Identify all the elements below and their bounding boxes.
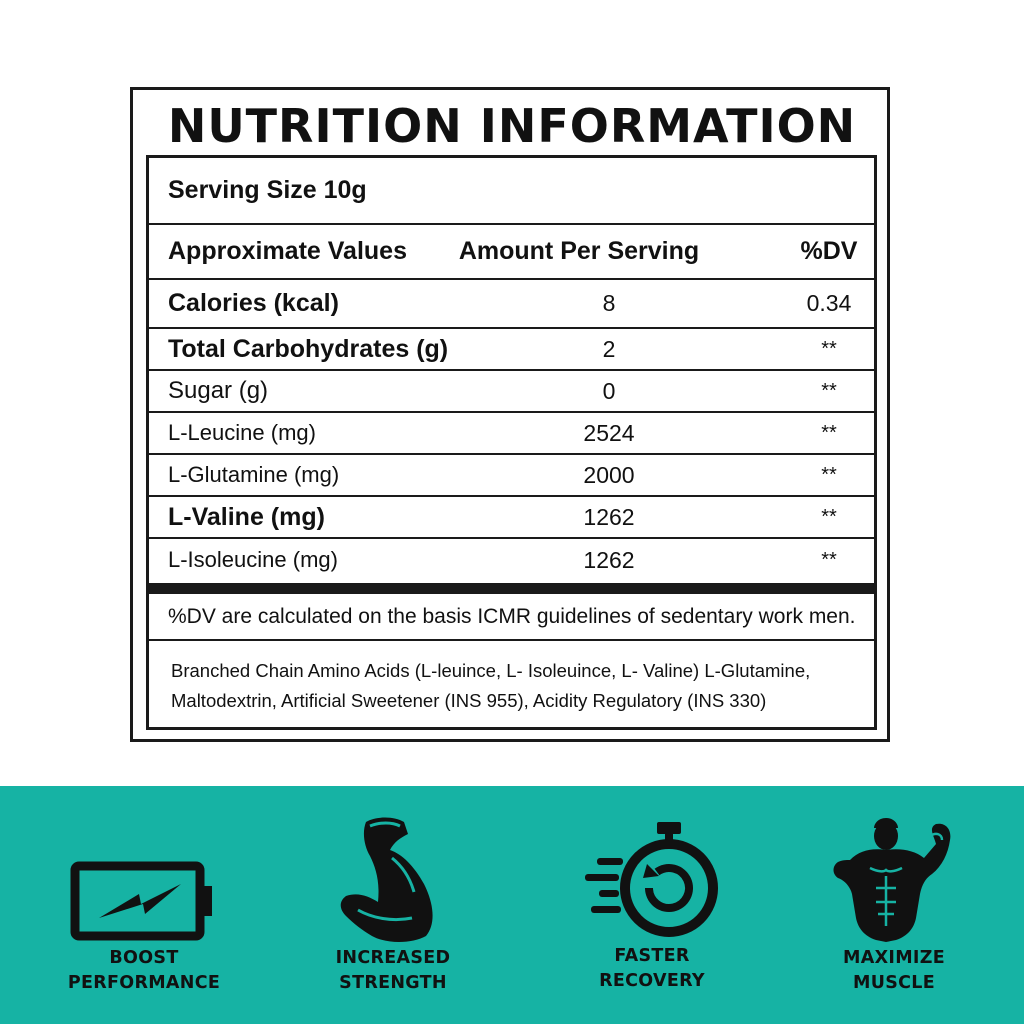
feature-label (44, 946, 244, 996)
header-row (149, 225, 874, 280)
row-name: Total Carbohydrates (g) (168, 334, 449, 363)
row-dv: ** (821, 337, 837, 360)
flexed-arm-icon (328, 812, 458, 946)
ingredients-line: Maltodextrin, Artificial Sweetener (INS 955), Acidity Regulatory (INS 330) (171, 690, 767, 711)
dv-note: %DV are calculated on the basis ICMR guidelines of sedentary work men. (168, 604, 856, 628)
row-amount: 2000 (583, 461, 635, 488)
header-dv: %DV (800, 237, 858, 265)
feature-label-line: PERFORMANCE (67, 973, 221, 993)
bodybuilder-icon (824, 814, 964, 946)
row-name: Sugar (g) (168, 377, 269, 404)
feature-label-line: STRENGTH (339, 973, 447, 993)
table-row (149, 539, 874, 594)
battery-bolt-icon (69, 856, 219, 946)
feature-label-line: INCREASED (335, 948, 451, 968)
feature-label-line: RECOVERY (599, 971, 705, 991)
feature-label-line: MUSCLE (853, 973, 935, 993)
serving-size-row (149, 158, 874, 225)
header-approximate-values: Approximate Values (168, 237, 407, 265)
row-dv: ** (821, 505, 837, 528)
row-amount: 1262 (583, 503, 635, 530)
row-amount: 1262 (583, 546, 635, 573)
feature-label-line: BOOST (109, 948, 179, 968)
stopwatch-recovery-icon (577, 820, 727, 944)
feature-label (552, 944, 752, 994)
header-amount-per-serving: Amount Per Serving (458, 237, 700, 265)
row-amount: 8 (602, 290, 616, 316)
row-dv: ** (821, 548, 837, 571)
table-row (149, 413, 874, 455)
table-row (149, 280, 874, 329)
row-name: L-Leucine (mg) (168, 420, 316, 445)
feature-faster-recovery (552, 820, 752, 994)
serving-size: Serving Size 10g (168, 176, 367, 204)
row-dv: ** (821, 379, 837, 402)
table-row (149, 371, 874, 413)
feature-label (293, 946, 493, 996)
feature-increased-strength (293, 812, 493, 996)
row-name: L-Glutamine (mg) (168, 462, 340, 487)
feature-label-line: MAXIMIZE (843, 948, 945, 968)
row-dv: ** (821, 421, 837, 444)
table-row (149, 497, 874, 539)
row-name: L-Valine (mg) (168, 502, 325, 531)
table-row (149, 455, 874, 497)
row-amount: 2524 (583, 419, 635, 446)
row-amount: 2 (602, 335, 616, 362)
row-amount: 0 (602, 377, 616, 404)
dv-note-row (149, 594, 874, 641)
row-name: L-Isoleucine (mg) (168, 547, 338, 572)
nutrition-table (146, 155, 877, 730)
label-title: NUTRITION INFORMATION (167, 99, 857, 153)
feature-label (794, 946, 994, 996)
feature-maximize-muscle (794, 814, 994, 996)
feature-boost-performance (44, 856, 244, 996)
feature-label-line: FASTER (614, 946, 690, 966)
row-dv: ** (821, 463, 837, 486)
ingredients-line: Branched Chain Amino Acids (L-leuince, L- Isoleuince, L- Valine) L-Glutamine, (171, 660, 811, 681)
table-row (149, 329, 874, 371)
row-dv: 0.34 (806, 290, 852, 316)
ingredients-list (171, 656, 861, 716)
row-name: Calories (kcal) (168, 289, 339, 317)
